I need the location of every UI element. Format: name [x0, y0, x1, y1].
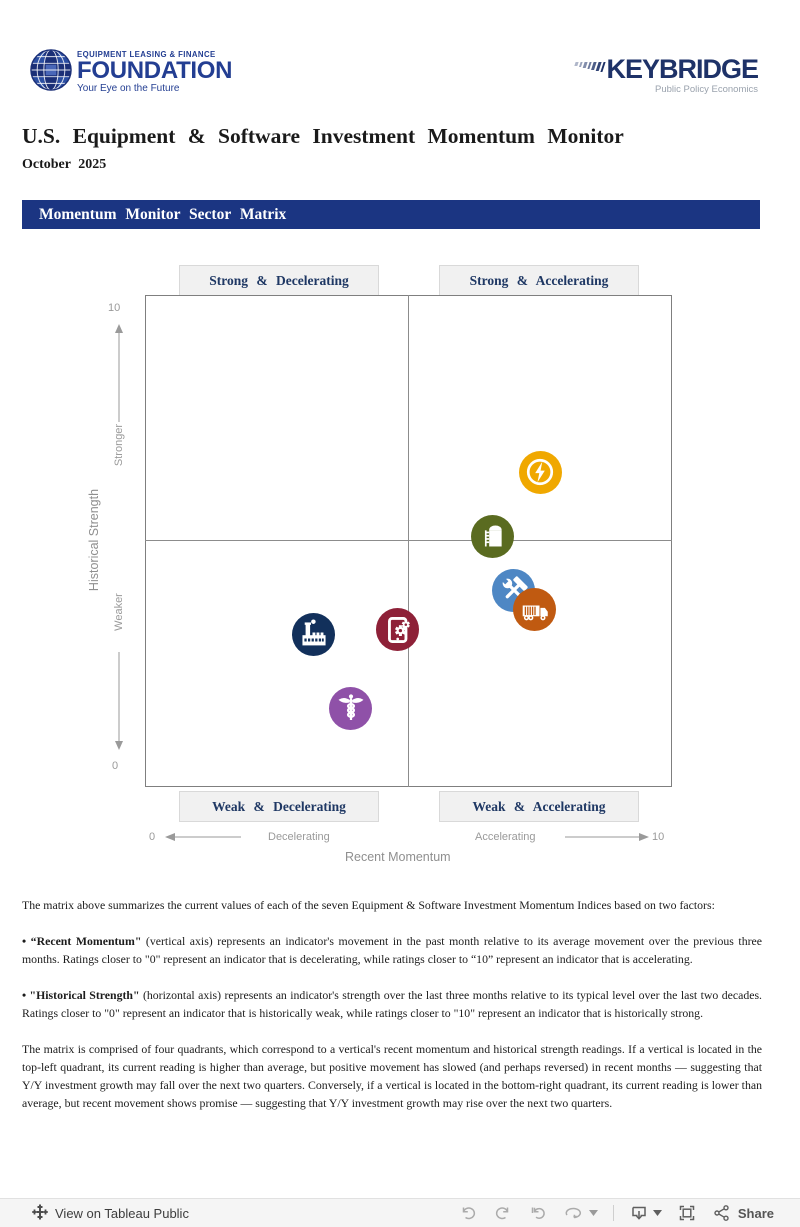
- quadrant-label-weak-accelerating: Weak & Accelerating: [439, 791, 639, 822]
- x-axis-min-label: 0: [149, 831, 156, 843]
- section-banner: Momentum Monitor Sector Matrix: [22, 200, 760, 229]
- x-axis-left-arrow-icon: [165, 830, 241, 844]
- quadrant-label-strong-accelerating: Strong & Accelerating: [439, 265, 639, 296]
- marker-energy[interactable]: [519, 451, 562, 494]
- share-icon: [712, 1203, 732, 1223]
- marker-oil-and-gas[interactable]: [471, 515, 514, 558]
- paragraph-historical-strength: • "Historical Strength" (horizontal axis) represents an indicator's strength over the last three months relative to its typical level over the last two decades. Ratings closer to "0" represent an indicator that is historically weak, while ratings closer to "10" represent an indicator that is historically strong.: [22, 988, 762, 1020]
- horizontal-midline: [145, 540, 672, 541]
- vertical-midline: [408, 295, 409, 787]
- marker-medical[interactable]: [329, 687, 372, 730]
- foundation-logo-line1: EQUIPMENT LEASING & FINANCE: [77, 49, 216, 59]
- tableau-logo-icon: [32, 1204, 48, 1223]
- keybridge-logo-tagline: Public Policy Economics: [655, 84, 758, 95]
- download-icon[interactable]: [629, 1203, 662, 1223]
- tableau-footer-bar: [0, 1198, 800, 1227]
- page-title: U.S. Equipment & Software Investment Momentum Monitor: [22, 124, 624, 148]
- quadrant-label-weak-decelerating: Weak & Decelerating: [179, 791, 379, 822]
- y-axis-min-label: 0: [112, 760, 119, 772]
- page-subtitle: October 2025: [22, 157, 107, 172]
- keybridge-logo-name: KEYBRIDGE: [606, 54, 758, 84]
- refresh-caret-icon: [589, 1210, 598, 1216]
- x-axis-decelerating-label: Decelerating: [268, 831, 330, 843]
- refresh-icon[interactable]: [563, 1203, 598, 1223]
- y-axis-down-arrow-icon: [112, 650, 126, 750]
- undo-icon[interactable]: [458, 1203, 478, 1223]
- y-axis-up-arrow-icon: [112, 324, 126, 422]
- share-label: Share: [737, 1205, 774, 1221]
- description-text: [22, 896, 762, 1130]
- view-on-tableau-public-link[interactable]: [32, 1199, 189, 1227]
- paragraph-intro: The matrix above summarizes the current values of each of the seven Equipment & Software Investment Momentum Indices based on two factors:: [22, 898, 715, 912]
- replay-icon[interactable]: [528, 1203, 548, 1223]
- share-button[interactable]: [712, 1203, 774, 1223]
- y-axis-max-label: 10: [108, 302, 121, 314]
- fullscreen-icon[interactable]: [677, 1203, 697, 1223]
- marker-computers-software[interactable]: [376, 608, 419, 651]
- x-axis-right-arrow-icon: [565, 830, 649, 844]
- foundation-logo-name: FOUNDATION: [77, 57, 233, 85]
- y-axis-stronger-label: Stronger: [113, 423, 125, 467]
- view-on-tableau-public-label: View on Tableau Public: [55, 1205, 189, 1221]
- x-axis-max-label: 10: [652, 831, 665, 843]
- foundation-logo-tagline: Your Eye on the Future: [77, 83, 180, 95]
- paragraph-recent-momentum: • “Recent Momentum" (vertical axis) represents an indicator's movement in the past month relative to its average movement over the previous three months. Ratings closer to "0" represent an indicator that is decelerating, while ratings closer to “10” represent an indicator that is accelerating.: [22, 934, 762, 966]
- download-caret-icon: [653, 1210, 662, 1216]
- paragraph-quadrants: The matrix is comprised of four quadrants, which correspond to a vertical's recent momentum and historical strength readings. If a vertical is located in the top-left quadrant, its current reading is higher than average, but positive movement has slowed (and perhaps reversed) in recent months — suggesting that Y/Y investment growth may fall over the next two quarters. Conversely, if a vertical is located in the bottom-right quadrant, its current reading is lower than average, but recent movement shows promise — suggesting that Y/Y investment growth may rise over the next two quarters.: [22, 1042, 762, 1110]
- x-axis-title: Recent Momentum: [345, 850, 451, 864]
- quadrant-label-strong-decelerating: Strong & Decelerating: [179, 265, 379, 296]
- y-axis-title: Historical Strength: [87, 488, 101, 592]
- x-axis-accelerating-label: Accelerating: [475, 831, 536, 843]
- redo-icon[interactable]: [493, 1203, 513, 1223]
- marker-trucks-transportation[interactable]: [513, 588, 556, 631]
- toolbar-divider: [613, 1205, 614, 1221]
- marker-industrial-manufacturing[interactable]: [292, 613, 335, 656]
- y-axis-weaker-label: Weaker: [113, 593, 125, 631]
